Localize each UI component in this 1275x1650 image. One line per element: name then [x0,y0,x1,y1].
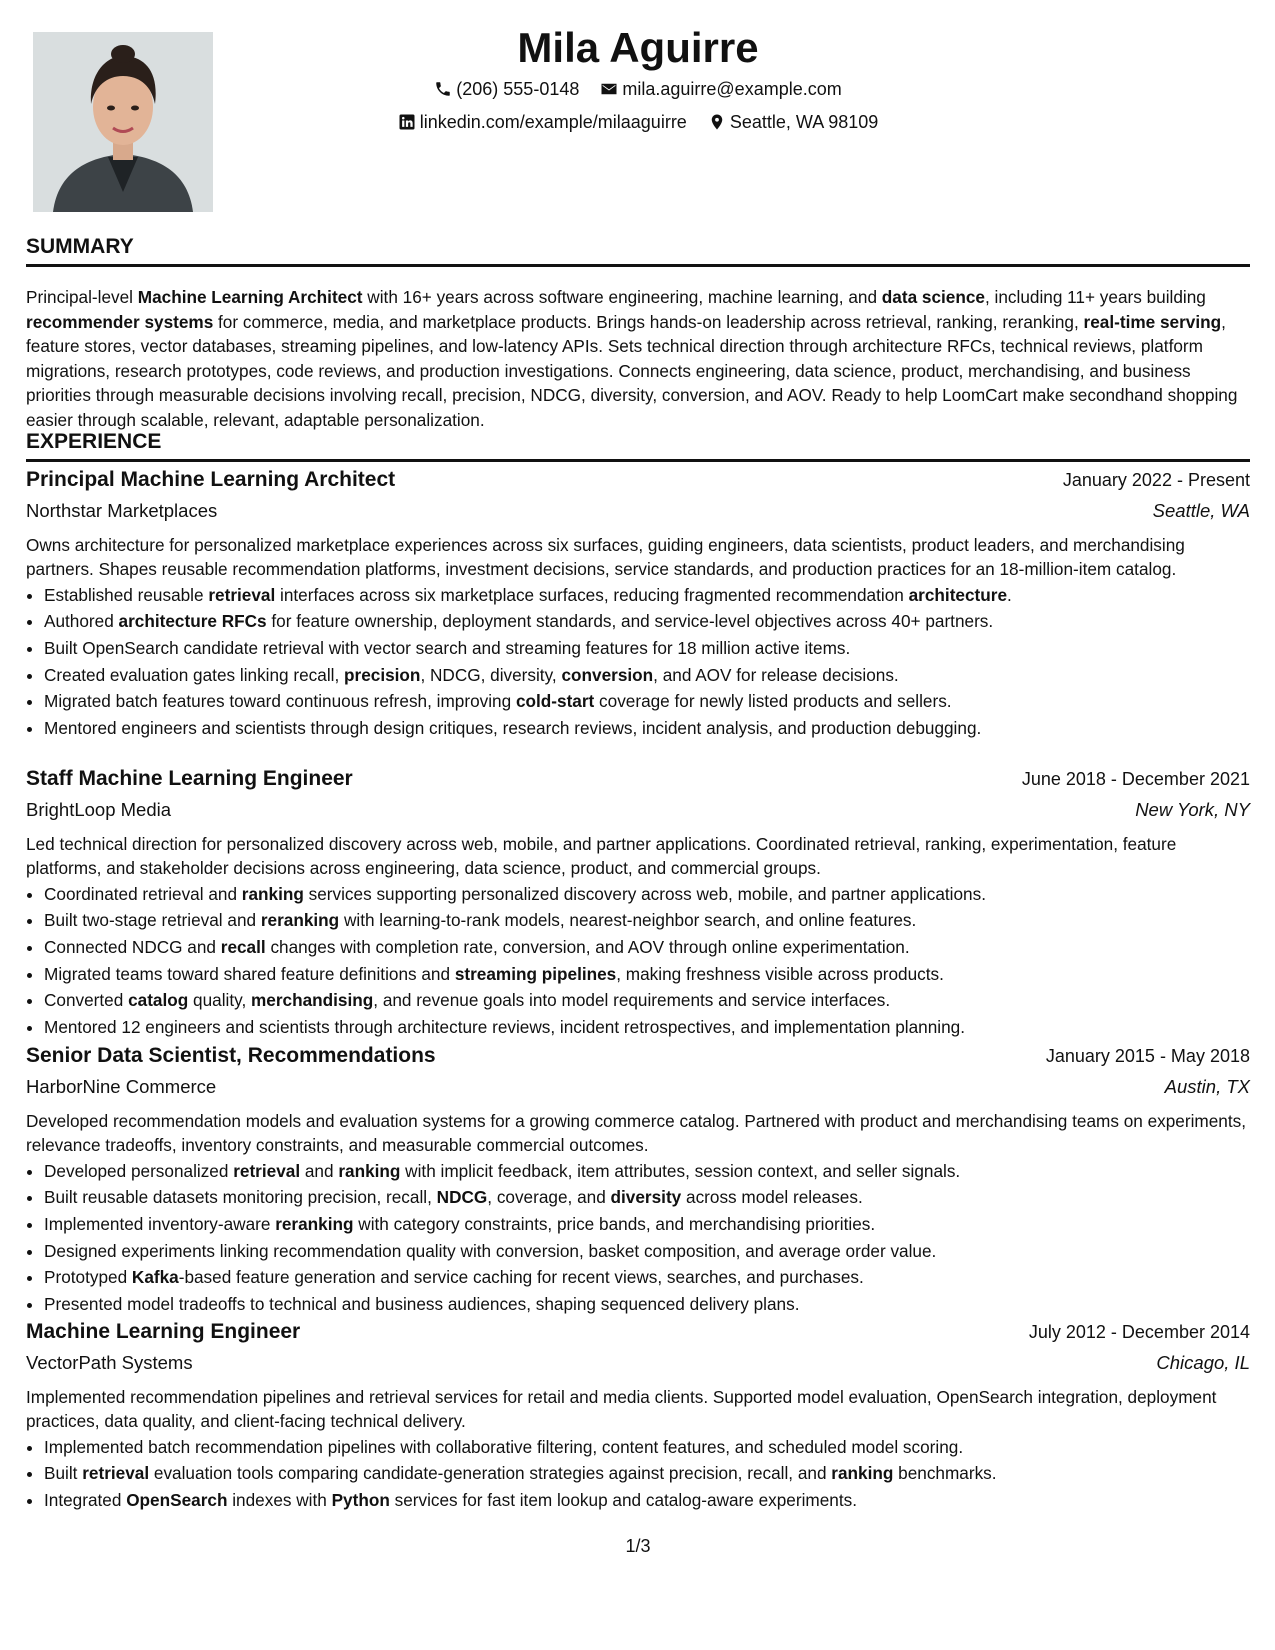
job-subheader [26,1071,1250,1103]
bullet-item [44,907,1250,934]
text-segment: benchmarks. [893,1463,997,1484]
job-header [26,1041,1250,1071]
text-segment: Principal-level [26,287,138,307]
bold-text: Python [331,1490,390,1510]
text-segment: coverage for newly listed products and sellers. [594,691,952,712]
text-segment: , and revenue goals into model requirements and service interfaces. [373,990,891,1011]
job-dates: June 2018 - December 2021 [1021,769,1250,789]
bold-text: reranking [275,1214,354,1234]
text-segment: Presented model tradeoffs to technical and business audiences, shaping sequenced delivery plans. [44,1293,800,1314]
bold-text: ranking [241,883,304,904]
text-segment: Migrated batch features toward continuous refresh, improving [44,691,516,712]
bold-text: recommender systems [26,311,214,332]
job-header [26,465,1250,495]
bullet-list [26,582,1250,742]
text-segment: for feature ownership, deployment standards, and service-level objectives across 40+ partners. [266,611,994,632]
linkedin-text: linkedin.com/example/milaaguirre [419,112,687,132]
bullet-item [44,1211,1250,1238]
text-segment: services supporting personalized discovery across web, mobile, and partner applications. [303,883,986,904]
text-segment: Designed experiments linking recommendation quality with conversion, basket composition, and average order value. [44,1240,937,1261]
bullet-item [44,1460,1250,1487]
bullet-item [44,582,1250,609]
bullet-item [44,1158,1250,1185]
job-title: Machine Learning Engineer [26,1320,301,1343]
job-subheader [26,794,1250,826]
company-name: Northstar Marketplaces [26,500,218,521]
job-header [26,764,1250,794]
candidate-name: Mila Aguirre [517,24,759,71]
location-text: Seattle, WA 98109 [729,112,879,132]
bullet-item [44,662,1250,689]
envelope-icon [600,80,618,98]
resume-page [26,0,1250,1650]
text-segment: Established reusable [44,584,209,605]
bullet-item [44,1487,1250,1514]
job-subheader [26,1347,1250,1379]
experience-heading: EXPERIENCE [26,429,1250,462]
phone-icon [434,80,452,98]
text-segment: evaluation tools comparing candidate-generation strategies against precision, recall, and [149,1463,832,1484]
bullet-item [44,881,1250,908]
job-dates: January 2015 - May 2018 [1045,1046,1250,1066]
location-contact [708,107,878,137]
text-segment: changes with completion rate, conversion, and AOV through online experimentation. [265,937,910,957]
email-text: mila.aguirre@example.com [622,79,842,99]
contact-row-2 [26,107,1250,140]
bullet-item [44,987,1250,1014]
bold-text: cold-start [515,691,595,712]
text-segment: Built OpenSearch candidate retrieval with vector search and streaming features for 18 million active items. [44,638,851,658]
job-entry [26,764,1250,1040]
map-pin-icon [708,113,726,131]
job-header [26,1317,1250,1347]
job-dates: January 2022 - Present [1062,470,1250,490]
text-segment: Developed personalized [44,1160,234,1181]
bullet-item [44,1434,1250,1461]
job-title: Staff Machine Learning Engineer [26,767,353,790]
bullet-item [44,1184,1250,1211]
phone-contact[interactable] [434,74,579,104]
bold-text: Kafka [131,1267,179,1288]
bold-text: retrieval [233,1160,301,1181]
job-entry [26,1041,1250,1317]
text-segment: Converted [44,990,129,1011]
job-description: Owns architecture for personalized marketplace experiences across six surfaces, guiding engineers, data scientists, product leaders, and merchandising partners. Shapes reusable recommendation platforms, investment decisions, service standards, and production practices for an 18-million-item catalog. [26,535,1185,580]
email-contact[interactable] [600,74,841,104]
job-entry [26,1317,1250,1514]
text-segment: Prototyped [44,1267,132,1288]
bullet-list [26,1434,1250,1514]
text-segment: Authored [44,611,119,632]
bullet-item [44,1264,1250,1291]
bold-text: OpenSearch [126,1490,228,1510]
phone-text: (206) 555-0148 [456,79,580,99]
text-segment: , making freshness visible across products. [616,963,944,984]
text-segment: , and AOV for release decisions. [653,664,899,685]
bold-text: Machine Learning Architect [137,287,363,307]
text-segment: . [1007,584,1012,605]
bold-text: streaming pipelines [454,963,617,984]
text-segment: across model releases. [681,1187,863,1208]
bold-text: retrieval [82,1463,150,1484]
job-description: Developed recommendation models and evaluation systems for a growing commerce catalog. Partnered with product and merchandising teams on experiments, relevance tradeoffs, inventory constraints, and measurable commercial outcomes. [26,1111,1246,1156]
bullet-item [44,608,1250,635]
job-location: Seattle, WA [1152,500,1250,521]
text-segment: Built reusable datasets monitoring precision, recall, [44,1187,437,1208]
company-name: BrightLoop Media [26,799,172,820]
job-location: New York, NY [1135,799,1250,820]
bold-text: catalog [128,990,189,1011]
text-segment: -based feature generation and service caching for recent views, searches, and purchases. [178,1267,864,1288]
bold-text: architecture [908,584,1008,605]
linkedin-contact[interactable] [398,107,687,137]
bullet-item [44,961,1250,988]
text-segment: with 16+ years across software engineering, machine learning, and [362,287,882,307]
bold-text: recall [220,937,266,957]
bullet-list [26,881,1250,1041]
text-segment: with implicit feedback, item attributes, session context, and seller signals. [400,1160,961,1181]
summary-text [26,285,1250,433]
job-dates: July 2012 - December 2014 [1028,1322,1250,1342]
text-segment: , including 11+ years building [984,287,1206,307]
bold-text: data science [881,287,985,307]
job-subheader [26,495,1250,527]
bold-text: ranking [338,1160,401,1181]
job-description: Led technical direction for personalized discovery across web, mobile, and partner applications. Coordinated retrieval, ranking, experimentation, feature platforms, and stakeholder decisions across engineering, data science, product, and commercial groups. [26,834,1177,879]
text-segment: Built [44,1463,83,1484]
text-segment: Coordinated retrieval and [44,883,242,904]
company-name: HarborNine Commerce [26,1076,217,1097]
summary-heading: SUMMARY [26,234,1250,267]
bold-text: diversity [610,1187,682,1208]
text-segment: Created evaluation gates linking recall, [44,664,345,685]
bullet-item [44,934,1250,961]
bold-text: conversion [561,664,654,685]
bullet-item [44,1291,1250,1318]
bold-text: real-time serving [1083,311,1222,332]
text-segment: with learning-to-rank models, nearest-neighbor search, and online features. [339,910,917,931]
bullet-item [44,688,1250,715]
text-segment: Integrated [44,1490,127,1510]
text-segment: , NDCG, diversity, [420,664,562,685]
text-segment: , coverage, and [487,1187,611,1208]
text-segment: , feature stores, vector databases, streaming pipelines, and low-latency APIs. Sets technical direction through architecture RFCs, technical reviews, platform migrations, research prototypes, code reviews, and production investigations. Connects engineering, data science, product, merchandising, and business priorities through measurable decisions involving recall, precision, NDCG, diversity, conversion, and AOV. Ready to help LoomCart make secondhand shopping easier through scalable, relevant, adaptable personalization. [26,311,1238,430]
job-location: Chicago, IL [1156,1352,1250,1373]
bullet-item [44,635,1250,662]
text-segment: indexes with [227,1490,332,1510]
text-segment: Implemented inventory-aware [44,1214,276,1234]
bold-text: ranking [831,1463,894,1484]
job-entry [26,465,1250,741]
job-description: Implemented recommendation pipelines and retrieval services for retail and media clients. Supported model evaluation, OpenSearch integration, deployment practices, data quality, and client-facing technical delivery. [26,1387,1217,1432]
text-segment: quality, [188,990,251,1011]
contact-row-1 [26,74,1250,107]
text-segment: Connected NDCG and [44,937,221,957]
bullet-item [44,715,1250,742]
text-segment: services for fast item lookup and catalog-aware experiments. [389,1490,857,1510]
linkedin-icon [398,113,416,131]
text-segment: Built two-stage retrieval and [44,910,261,931]
job-title: Senior Data Scientist, Recommendations [26,1044,436,1067]
bullet-item [44,1014,1250,1041]
bold-text: reranking [260,910,340,931]
text-segment: and [300,1160,339,1181]
text-segment: for commerce, media, and marketplace products. Brings hands-on leadership across retrieval, ranking, reranking, [213,311,1084,332]
company-name: VectorPath Systems [26,1352,193,1373]
bold-text: architecture RFCs [118,611,267,632]
page-number: 1/3 [625,1536,651,1556]
bold-text: retrieval [208,584,276,605]
job-location: Austin, TX [1164,1076,1250,1097]
text-segment: interfaces across six marketplace surfaces, reducing fragmented recommendation [275,584,909,605]
bold-text: NDCG [436,1187,488,1208]
text-segment: Mentored 12 engineers and scientists through architecture reviews, incident retrospectives, and implementation planning. [44,1016,965,1037]
text-segment: Implemented batch recommendation pipelines with collaborative filtering, content features, and scheduled model scoring. [44,1436,964,1457]
bold-text: merchandising [251,990,374,1011]
bullet-list [26,1158,1250,1318]
bold-text: precision [344,664,421,685]
job-title: Principal Machine Learning Architect [26,468,396,491]
text-segment: Mentored engineers and scientists through design critiques, research reviews, incident analysis, and production debugging. [44,717,982,738]
resume-header [26,22,1250,140]
text-segment: Migrated teams toward shared feature definitions and [44,963,455,984]
bullet-item [44,1238,1250,1265]
text-segment: with category constraints, price bands, and merchandising priorities. [353,1214,876,1234]
